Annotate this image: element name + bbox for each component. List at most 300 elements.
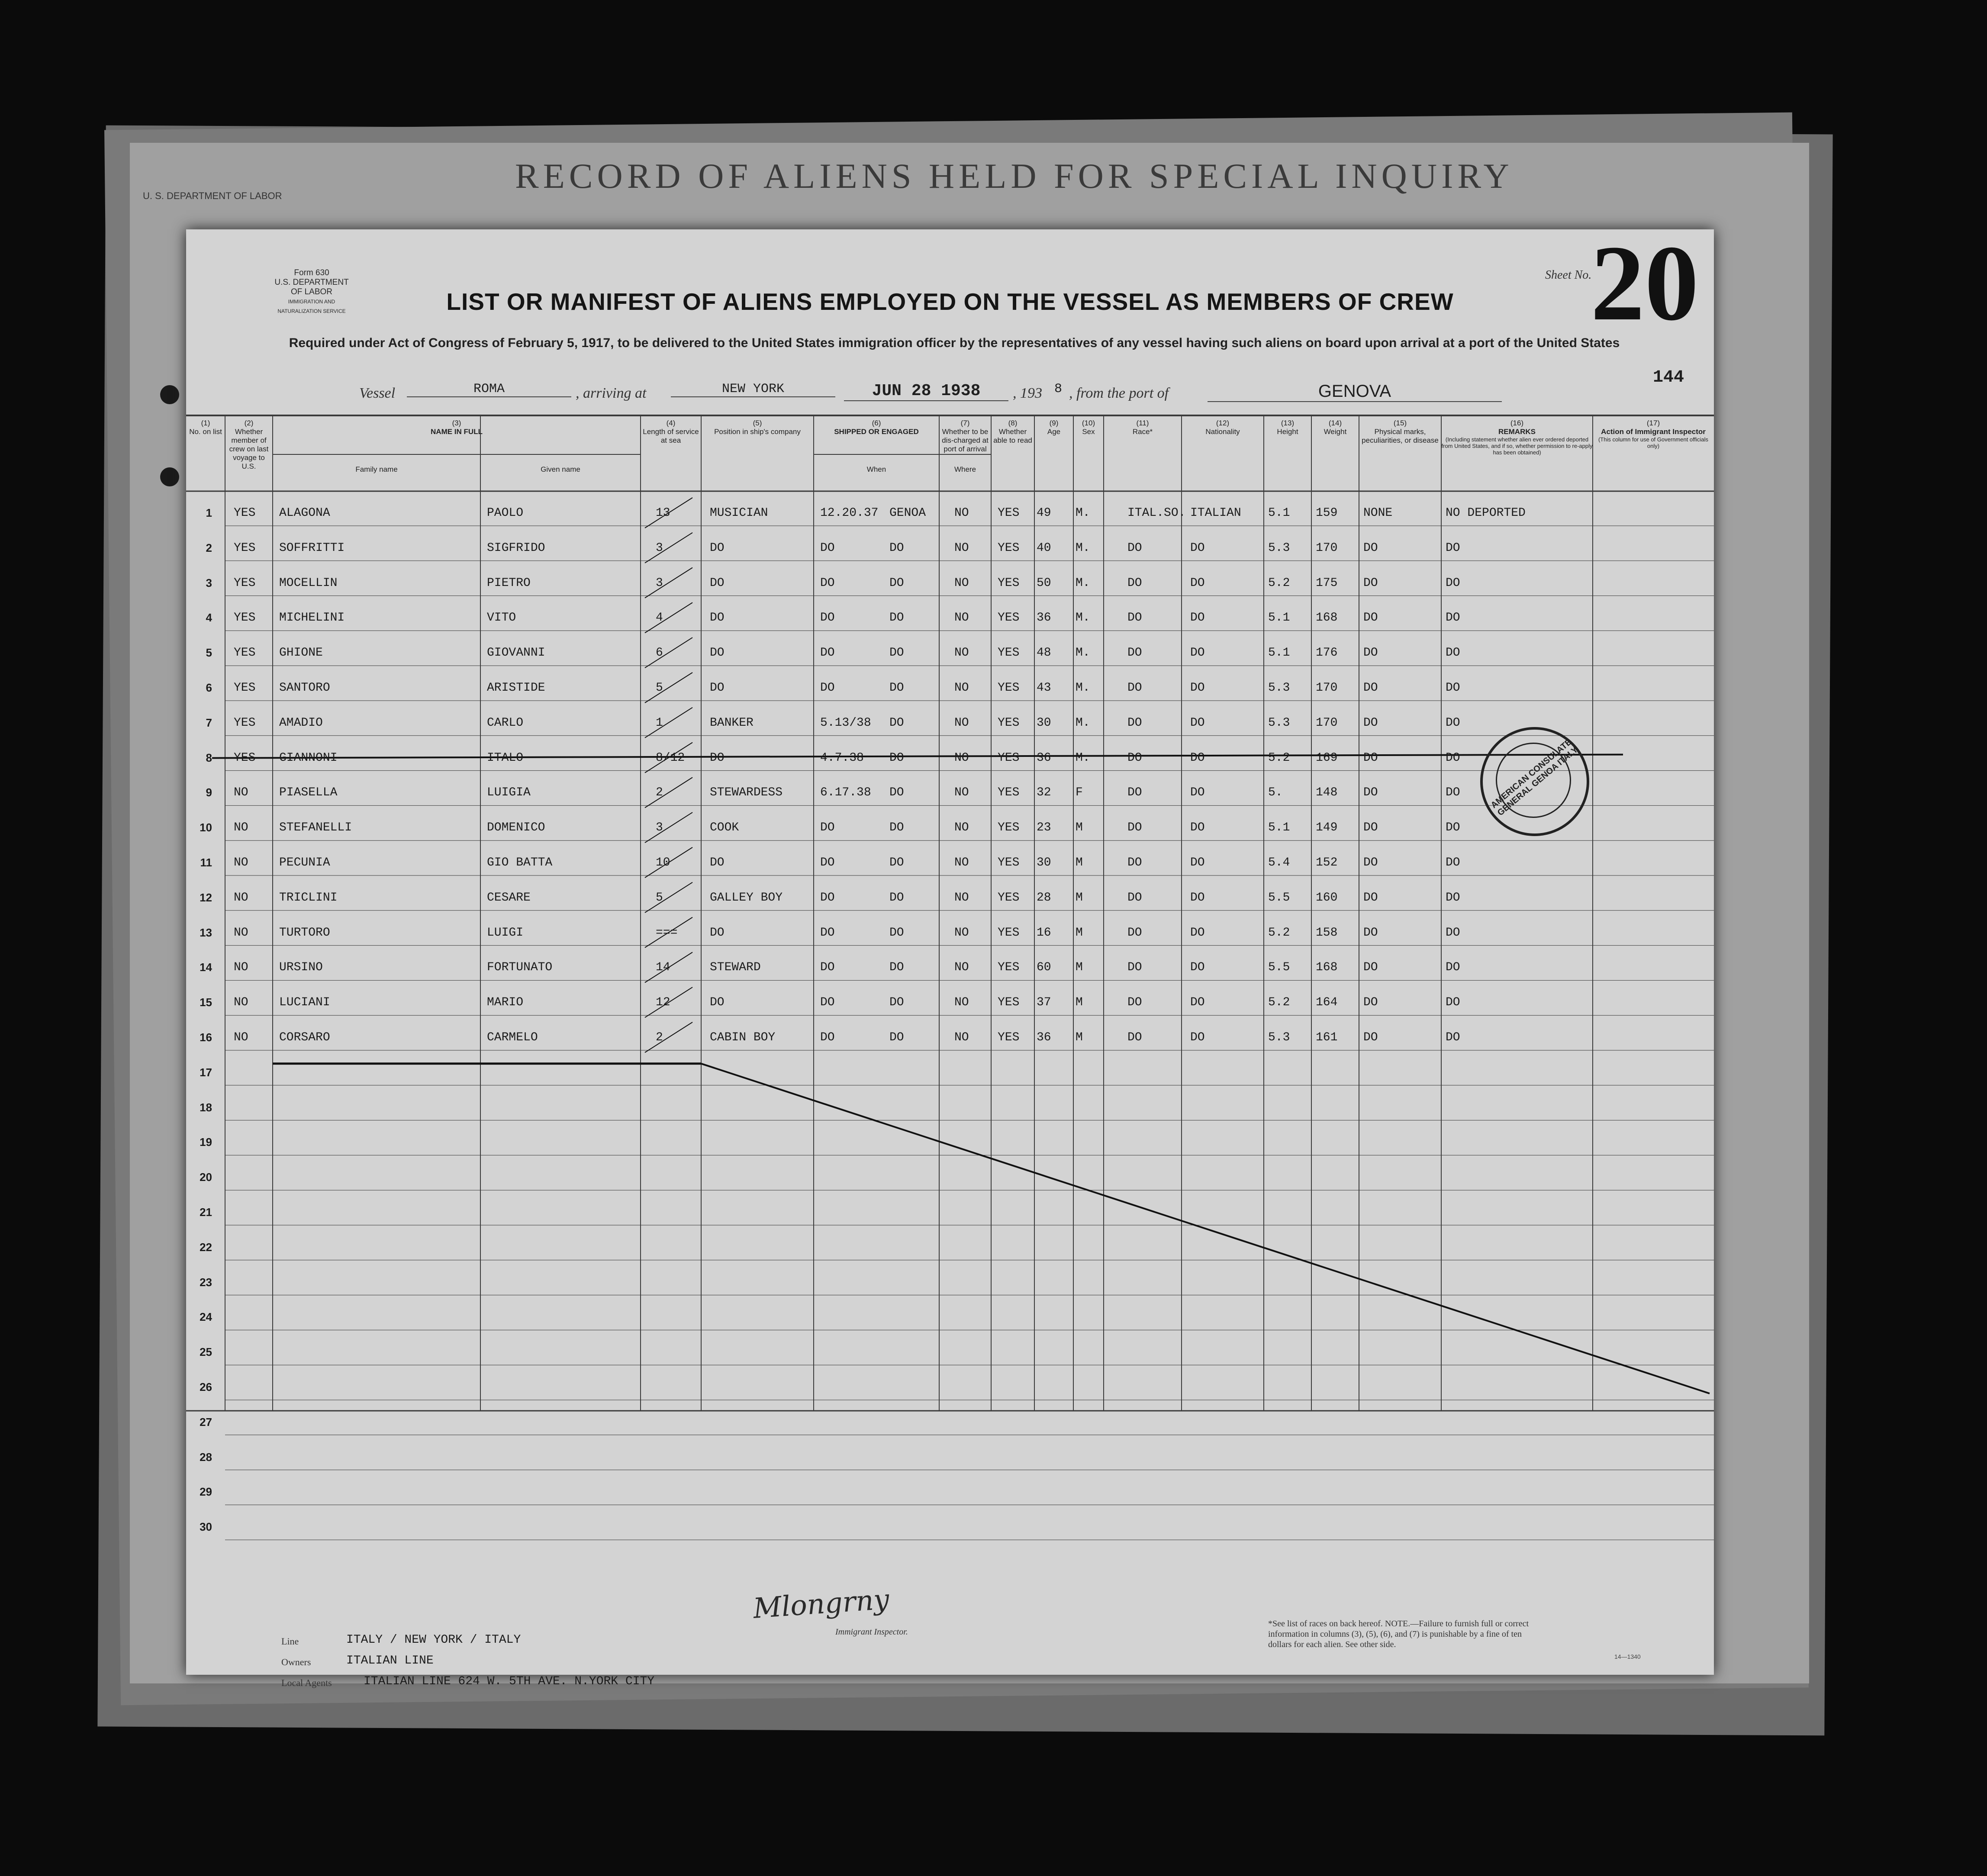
cell-sex: M bbox=[1076, 1031, 1083, 1044]
cell-marks: DO bbox=[1363, 541, 1378, 555]
cell-given: CARMELO bbox=[487, 1031, 538, 1044]
cell-remarks: NO DEPORTED bbox=[1446, 506, 1526, 520]
row-number: 9 bbox=[206, 786, 212, 799]
cell-height: 5.3 bbox=[1268, 681, 1290, 695]
cell-family: AMADIO bbox=[279, 716, 323, 730]
cell-marks: DO bbox=[1363, 611, 1378, 625]
cell-discharge: NO bbox=[954, 856, 969, 869]
cell-nationality: DO bbox=[1190, 786, 1205, 800]
arriving-label: , arriving at bbox=[576, 385, 647, 401]
cell-marks: DO bbox=[1363, 576, 1378, 590]
cell-read: YES bbox=[998, 541, 1020, 555]
cell-remarks: DO bbox=[1446, 821, 1460, 835]
cell-when: DO bbox=[820, 891, 835, 904]
cell-family: LUCIANI bbox=[279, 996, 330, 1010]
cell-service: 5 bbox=[656, 681, 663, 695]
cell-position: DO bbox=[710, 996, 725, 1010]
cell-age: 36 bbox=[1037, 611, 1051, 625]
cell-prev: YES bbox=[234, 611, 256, 625]
cell-when: 12.20.37 bbox=[820, 506, 879, 520]
cell-remarks: DO bbox=[1446, 856, 1460, 869]
cell-age: 40 bbox=[1037, 541, 1051, 555]
cell-race: DO bbox=[1127, 751, 1142, 765]
cell-family: URSINO bbox=[279, 961, 323, 975]
binder-hole bbox=[160, 467, 179, 486]
cell-given: ITALO bbox=[487, 751, 524, 765]
cell-given: LUIGIA bbox=[487, 786, 531, 800]
cell-read: YES bbox=[998, 821, 1020, 835]
cell-read: YES bbox=[998, 891, 1020, 904]
cell-where: DO bbox=[889, 716, 904, 730]
year-digit: 8 bbox=[1054, 382, 1062, 396]
cell-remarks: DO bbox=[1446, 926, 1460, 940]
cell-service: === bbox=[656, 926, 678, 940]
cell-prev: NO bbox=[234, 786, 248, 800]
column-header: (13) Height bbox=[1277, 419, 1298, 436]
row-number: 7 bbox=[206, 716, 212, 729]
agents-label: Local Agents bbox=[281, 1677, 332, 1688]
cell-remarks: DO bbox=[1446, 576, 1460, 590]
cell-given: PIETRO bbox=[487, 576, 531, 590]
cell-given: MARIO bbox=[487, 996, 524, 1010]
cell-where: DO bbox=[889, 996, 904, 1010]
vessel-label: Vessel bbox=[359, 385, 396, 401]
cell-sex: M bbox=[1076, 961, 1083, 975]
cell-nationality: DO bbox=[1190, 961, 1205, 975]
cell-read: YES bbox=[998, 926, 1020, 940]
cell-family: PECUNIA bbox=[279, 856, 330, 869]
cell-weight: 158 bbox=[1316, 926, 1338, 940]
cell-family: GIANNONI bbox=[279, 751, 338, 765]
cell-when: DO bbox=[820, 821, 835, 835]
cell-age: 28 bbox=[1037, 891, 1051, 904]
cell-sex: M. bbox=[1076, 751, 1090, 765]
cell-where: DO bbox=[889, 541, 904, 555]
cell-prev: YES bbox=[234, 681, 256, 695]
from-port: GENOVA bbox=[1208, 382, 1502, 402]
cell-marks: DO bbox=[1363, 996, 1378, 1010]
cell-service: 4 bbox=[656, 611, 663, 625]
cell-race: DO bbox=[1127, 786, 1142, 800]
cell-weight: 170 bbox=[1316, 681, 1338, 695]
cell-family: ALAGONA bbox=[279, 506, 330, 520]
cell-discharge: NO bbox=[954, 926, 969, 940]
cell-nationality: DO bbox=[1190, 576, 1205, 590]
cell-prev: YES bbox=[234, 716, 256, 730]
footnote: *See list of races on back hereof. NOTE.—Failure to furnish full or correct information in columns (3), (5), (6), and (7) is punishable by a fine of ten dollars for each alien. See other side. bbox=[1268, 1619, 1529, 1649]
cell-weight: 176 bbox=[1316, 646, 1338, 660]
cell-prev: NO bbox=[234, 891, 248, 904]
cell-weight: 170 bbox=[1316, 541, 1338, 555]
cell-age: 50 bbox=[1037, 576, 1051, 590]
column-header: (10) Sex bbox=[1082, 419, 1095, 436]
cell-position: DO bbox=[710, 646, 725, 660]
cell-when: DO bbox=[820, 1031, 835, 1044]
cell-family: MOCELLIN bbox=[279, 576, 338, 590]
cell-prev: YES bbox=[234, 646, 256, 660]
manifest-sheet bbox=[186, 223, 1714, 1688]
cell-remarks: DO bbox=[1446, 786, 1460, 800]
cell-prev: NO bbox=[234, 1031, 248, 1044]
cell-remarks: DO bbox=[1446, 961, 1460, 975]
back-sheet-form-label: U. S. DEPARTMENT OF LABOR bbox=[143, 190, 282, 201]
cell-discharge: NO bbox=[954, 646, 969, 660]
cell-service: 3 bbox=[656, 821, 663, 835]
cell-nationality: DO bbox=[1190, 891, 1205, 904]
from-label: , from the port of bbox=[1069, 385, 1169, 401]
cell-weight: 169 bbox=[1316, 751, 1338, 765]
cell-read: YES bbox=[998, 506, 1020, 520]
cell-nationality: DO bbox=[1190, 751, 1205, 765]
cell-marks: DO bbox=[1363, 751, 1378, 765]
row-number: 26 bbox=[200, 1380, 212, 1393]
column-header: (12) Nationality bbox=[1205, 419, 1240, 436]
cell-height: 5.5 bbox=[1268, 961, 1290, 975]
row-number: 21 bbox=[200, 1206, 212, 1219]
cell-nationality: DO bbox=[1190, 646, 1205, 660]
cell-service: 2 bbox=[656, 786, 663, 800]
cell-discharge: NO bbox=[954, 716, 969, 730]
owners-value: ITALIAN LINE bbox=[346, 1654, 434, 1667]
cell-prev: NO bbox=[234, 961, 248, 975]
cell-height: 5.2 bbox=[1268, 926, 1290, 940]
cell-service: 8/12 bbox=[656, 751, 685, 765]
cell-height: 5.1 bbox=[1268, 821, 1290, 835]
cell-remarks: DO bbox=[1446, 716, 1460, 730]
column-header: (17) Action of Immigrant Inspector (This column for use of Government officials only) bbox=[1598, 419, 1709, 449]
cell-prev: YES bbox=[234, 576, 256, 590]
cell-where: DO bbox=[889, 786, 904, 800]
cell-service: 13 bbox=[656, 506, 670, 520]
cell-read: YES bbox=[998, 961, 1020, 975]
cell-sex: M. bbox=[1076, 646, 1090, 660]
row-number: 24 bbox=[200, 1310, 212, 1324]
cell-nationality: ITALIAN bbox=[1190, 506, 1241, 520]
cell-remarks: DO bbox=[1446, 681, 1460, 695]
cell-nationality: DO bbox=[1190, 856, 1205, 869]
service-label: IMMIGRATION AND NATURALIZATION SERVICE bbox=[277, 299, 346, 314]
cell-position: DO bbox=[710, 576, 725, 590]
cell-height: 5.2 bbox=[1268, 576, 1290, 590]
cell-given: LUIGI bbox=[487, 926, 524, 940]
cell-weight: 149 bbox=[1316, 821, 1338, 835]
cell-position: MUSICIAN bbox=[710, 506, 768, 520]
cell-race: DO bbox=[1127, 856, 1142, 869]
cell-weight: 175 bbox=[1316, 576, 1338, 590]
cell-read: YES bbox=[998, 646, 1020, 660]
cell-position: DO bbox=[710, 751, 725, 765]
cell-sex: M bbox=[1076, 926, 1083, 940]
cell-race: DO bbox=[1127, 611, 1142, 625]
cell-discharge: NO bbox=[954, 961, 969, 975]
cell-weight: 168 bbox=[1316, 611, 1338, 625]
column-header: (6) SHIPPED OR ENGAGED bbox=[834, 419, 919, 436]
row-number: 14 bbox=[200, 961, 212, 974]
cell-race: DO bbox=[1127, 891, 1142, 904]
row-number: 23 bbox=[200, 1275, 212, 1289]
cell-sex: M. bbox=[1076, 576, 1090, 590]
cell-position: DO bbox=[710, 681, 725, 695]
cell-race: DO bbox=[1127, 681, 1142, 695]
cell-position: STEWARD bbox=[710, 961, 761, 975]
cell-prev: NO bbox=[234, 926, 248, 940]
cell-marks: DO bbox=[1363, 1031, 1378, 1044]
cell-prev: NO bbox=[234, 821, 248, 835]
row-number: 2 bbox=[206, 541, 212, 554]
row-number: 3 bbox=[206, 576, 212, 589]
cell-marks: DO bbox=[1363, 716, 1378, 730]
column-subheader: Given name bbox=[541, 465, 580, 473]
row-number: 22 bbox=[200, 1240, 212, 1254]
cell-prev: YES bbox=[234, 506, 256, 520]
cell-age: 37 bbox=[1037, 996, 1051, 1010]
cell-given: CESARE bbox=[487, 891, 531, 904]
cell-discharge: NO bbox=[954, 996, 969, 1010]
cell-service: 6 bbox=[656, 646, 663, 660]
cell-age: 36 bbox=[1037, 1031, 1051, 1044]
cell-weight: 148 bbox=[1316, 786, 1338, 800]
inspector-signature: Mlongrny bbox=[752, 1583, 890, 1625]
row-number: 20 bbox=[200, 1171, 212, 1184]
cell-given: SIGFRIDO bbox=[487, 541, 545, 555]
cell-when: DO bbox=[820, 961, 835, 975]
cell-remarks: DO bbox=[1446, 751, 1460, 765]
row-number: 25 bbox=[200, 1345, 212, 1359]
cell-nationality: DO bbox=[1190, 716, 1205, 730]
column-header: (5) Position in ship's company bbox=[714, 419, 801, 436]
column-header: (4) Length of service at sea bbox=[643, 419, 699, 444]
cell-sex: M. bbox=[1076, 716, 1090, 730]
column-subheader: Family name bbox=[355, 465, 398, 473]
cell-sex: M. bbox=[1076, 506, 1090, 520]
arrival-port: NEW YORK bbox=[671, 382, 835, 397]
cell-weight: 159 bbox=[1316, 506, 1338, 520]
cell-sex: M bbox=[1076, 891, 1083, 904]
column-header: (16) REMARKS (Including statement whether alien ever ordered deported from United States, and if so, whether permission to re-apply has been obtained) bbox=[1441, 419, 1593, 456]
cell-age: 30 bbox=[1037, 856, 1051, 869]
cell-discharge: NO bbox=[954, 821, 969, 835]
cell-read: YES bbox=[998, 681, 1020, 695]
cell-height: 5.1 bbox=[1268, 506, 1290, 520]
cell-sex: M. bbox=[1076, 681, 1090, 695]
column-header: (3) NAME IN FULL bbox=[431, 419, 483, 436]
column-header: (15) Physical marks, peculiarities, or disease bbox=[1362, 419, 1439, 444]
cell-position: CABIN BOY bbox=[710, 1031, 776, 1044]
binder-hole bbox=[160, 385, 179, 404]
cell-where: GENOA bbox=[889, 506, 926, 520]
vessel-name: ROMA bbox=[407, 382, 571, 397]
cell-service: 1 bbox=[656, 716, 663, 730]
cell-position: GALLEY BOY bbox=[710, 891, 783, 904]
cell-read: YES bbox=[998, 996, 1020, 1010]
cell-position: STEWARDESS bbox=[710, 786, 783, 800]
cell-discharge: NO bbox=[954, 751, 969, 765]
cell-family: SOFFRITTI bbox=[279, 541, 345, 555]
cell-weight: 168 bbox=[1316, 961, 1338, 975]
cell-given: VITO bbox=[487, 611, 516, 625]
cell-remarks: DO bbox=[1446, 541, 1460, 555]
cell-age: 49 bbox=[1037, 506, 1051, 520]
column-header: (11) Race* bbox=[1132, 419, 1153, 436]
cell-marks: DO bbox=[1363, 891, 1378, 904]
cell-when: DO bbox=[820, 541, 835, 555]
cell-family: TURTORO bbox=[279, 926, 330, 940]
cell-remarks: DO bbox=[1446, 996, 1460, 1010]
cell-position: DO bbox=[710, 856, 725, 869]
cell-prev: NO bbox=[234, 856, 248, 869]
cell-race: DO bbox=[1127, 1031, 1142, 1044]
cell-when: DO bbox=[820, 856, 835, 869]
cell-service: 3 bbox=[656, 541, 663, 555]
row-number: 18 bbox=[200, 1101, 212, 1114]
cell-discharge: NO bbox=[954, 1031, 969, 1044]
row-number: 10 bbox=[200, 821, 212, 834]
cell-where: DO bbox=[889, 576, 904, 590]
cell-read: YES bbox=[998, 716, 1020, 730]
row-number: 27 bbox=[200, 1415, 212, 1429]
cell-nationality: DO bbox=[1190, 541, 1205, 555]
cell-marks: DO bbox=[1363, 646, 1378, 660]
cell-height: 5.5 bbox=[1268, 891, 1290, 904]
cell-when: DO bbox=[820, 681, 835, 695]
cell-service: 3 bbox=[656, 576, 663, 590]
cell-age: 23 bbox=[1037, 821, 1051, 835]
cell-discharge: NO bbox=[954, 611, 969, 625]
cell-marks: DO bbox=[1363, 926, 1378, 940]
cell-read: YES bbox=[998, 751, 1020, 765]
cell-given: DOMENICO bbox=[487, 821, 545, 835]
line-label: Line bbox=[281, 1636, 299, 1647]
cell-given: ARISTIDE bbox=[487, 681, 545, 695]
cell-race: DO bbox=[1127, 996, 1142, 1010]
row-number: 16 bbox=[200, 1031, 212, 1044]
cell-family: PIASELLA bbox=[279, 786, 338, 800]
cell-sex: F bbox=[1076, 786, 1083, 800]
cell-when: DO bbox=[820, 611, 835, 625]
footer-line-row bbox=[281, 1633, 521, 1647]
cell-read: YES bbox=[998, 576, 1020, 590]
cell-given: GIO BATTA bbox=[487, 856, 553, 869]
consulate-stamp: AMERICAN CONSULATE GENERAL GENOA ITALY bbox=[1480, 727, 1589, 836]
cell-race: DO bbox=[1127, 821, 1142, 835]
footer-owners-row bbox=[281, 1654, 434, 1668]
cell-nationality: DO bbox=[1190, 996, 1205, 1010]
cell-height: 5.3 bbox=[1268, 716, 1290, 730]
cell-family: TRICLINI bbox=[279, 891, 338, 904]
cell-discharge: NO bbox=[954, 506, 969, 520]
cell-marks: DO bbox=[1363, 786, 1378, 800]
row-number: 8 bbox=[206, 751, 212, 764]
cell-sex: M. bbox=[1076, 611, 1090, 625]
cell-service: 12 bbox=[656, 996, 670, 1010]
row-number: 13 bbox=[200, 926, 212, 939]
cell-where: DO bbox=[889, 926, 904, 940]
owners-label: Owners bbox=[281, 1657, 311, 1667]
cell-when: DO bbox=[820, 996, 835, 1010]
cell-read: YES bbox=[998, 786, 1020, 800]
cell-when: 4.7.38 bbox=[820, 751, 864, 765]
cell-discharge: NO bbox=[954, 681, 969, 695]
cell-family: STEFANELLI bbox=[279, 821, 352, 835]
column-header: (2) Whether member of crew on last voyage to U.S. bbox=[229, 419, 269, 470]
cell-nationality: DO bbox=[1190, 681, 1205, 695]
cell-where: DO bbox=[889, 821, 904, 835]
cell-prev: YES bbox=[234, 751, 256, 765]
cell-position: DO bbox=[710, 541, 725, 555]
cell-position: COOK bbox=[710, 821, 739, 835]
row-number: 28 bbox=[200, 1450, 212, 1464]
cell-family: SANTORO bbox=[279, 681, 330, 695]
row-number: 4 bbox=[206, 611, 212, 624]
cell-given: CARLO bbox=[487, 716, 524, 730]
cell-given: PAOLO bbox=[487, 506, 524, 520]
row-number: 29 bbox=[200, 1485, 212, 1499]
cell-sex: M bbox=[1076, 821, 1083, 835]
cell-sex: M bbox=[1076, 996, 1083, 1010]
page-subtitle: Required under Act of Congress of February 5, 1917, to be delivered to the United States immigration officer by the representatives of any vessel having such aliens on board upon arrival at a port of the United States bbox=[289, 336, 1620, 350]
column-subheader: When bbox=[866, 465, 886, 473]
row-number: 11 bbox=[200, 856, 212, 869]
row-number: 19 bbox=[200, 1136, 212, 1149]
cell-discharge: NO bbox=[954, 541, 969, 555]
cell-where: DO bbox=[889, 891, 904, 904]
cell-nationality: DO bbox=[1190, 821, 1205, 835]
cell-age: 32 bbox=[1037, 786, 1051, 800]
cell-height: 5.4 bbox=[1268, 856, 1290, 869]
cell-race: ITAL.SO. bbox=[1127, 506, 1186, 520]
cell-position: DO bbox=[710, 926, 725, 940]
cell-when: 6.17.38 bbox=[820, 786, 871, 800]
cell-where: DO bbox=[889, 751, 904, 765]
cell-height: 5.3 bbox=[1268, 1031, 1290, 1044]
cell-nationality: DO bbox=[1190, 611, 1205, 625]
cell-remarks: DO bbox=[1446, 646, 1460, 660]
cell-remarks: DO bbox=[1446, 611, 1460, 625]
cell-remarks: DO bbox=[1446, 1031, 1460, 1044]
list-number: 144 bbox=[1652, 368, 1684, 387]
page-title: LIST OR MANIFEST OF ALIENS EMPLOYED ON THE VESSEL AS MEMBERS OF CREW bbox=[446, 288, 1454, 315]
cell-age: 36 bbox=[1037, 751, 1051, 765]
cell-nationality: DO bbox=[1190, 926, 1205, 940]
column-header: (7) Whether to be dis-charged at port of arrival bbox=[942, 419, 989, 453]
cell-age: 48 bbox=[1037, 646, 1051, 660]
cell-marks: DO bbox=[1363, 681, 1378, 695]
cell-given: GIOVANNI bbox=[487, 646, 545, 660]
agents-value: ITALIAN LINE 624 W. 5TH AVE. N.YORK CITY bbox=[364, 1675, 655, 1688]
column-header: (8) Whether able to read bbox=[993, 419, 1032, 444]
cell-race: DO bbox=[1127, 576, 1142, 590]
cell-nationality: DO bbox=[1190, 1031, 1205, 1044]
cell-read: YES bbox=[998, 611, 1020, 625]
cell-age: 43 bbox=[1037, 681, 1051, 695]
row-number: 6 bbox=[206, 681, 212, 694]
cell-read: YES bbox=[998, 856, 1020, 869]
cell-age: 16 bbox=[1037, 926, 1051, 940]
cell-remarks: DO bbox=[1446, 891, 1460, 904]
row-number: 12 bbox=[200, 891, 212, 904]
cell-position: BANKER bbox=[710, 716, 754, 730]
form-number: Form 630 bbox=[294, 268, 329, 277]
cell-marks: DO bbox=[1363, 961, 1378, 975]
row-number: 30 bbox=[200, 1520, 212, 1534]
cell-age: 30 bbox=[1037, 716, 1051, 730]
cell-where: DO bbox=[889, 681, 904, 695]
column-subheader: Where bbox=[954, 465, 976, 473]
row-number: 5 bbox=[206, 646, 212, 660]
cell-race: DO bbox=[1127, 926, 1142, 940]
cell-where: DO bbox=[889, 1031, 904, 1044]
arrival-date: JUN 28 1938 bbox=[844, 382, 1008, 401]
